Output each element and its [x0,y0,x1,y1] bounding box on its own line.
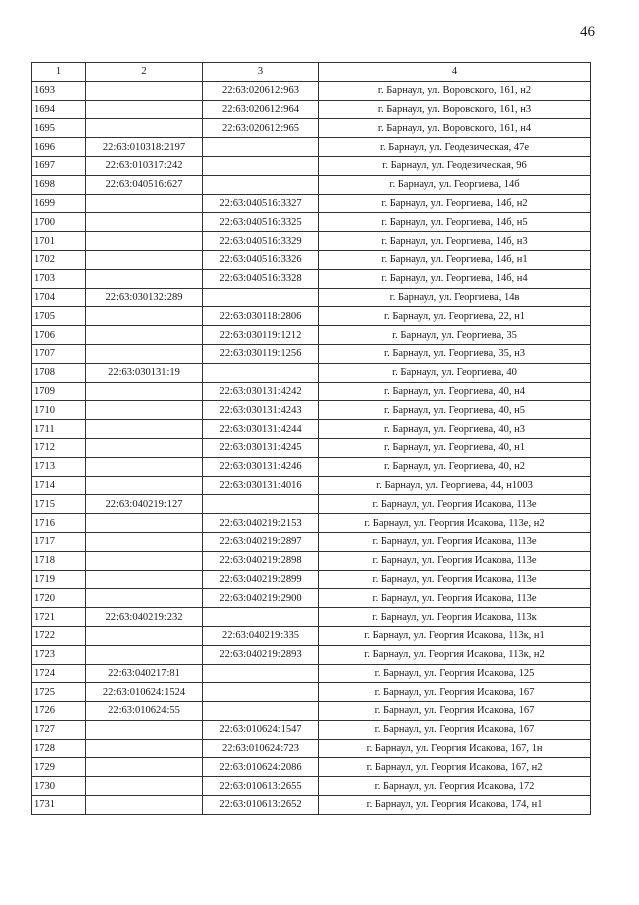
table-row [32,213,591,232]
address-cell: г. Барнаул, ул. Георгиева, 40, н4 [319,382,591,401]
table-row [32,495,591,514]
table-row [32,702,591,721]
cadastral-number-cell [86,626,203,645]
address-cell: г. Барнаул, ул. Георгия Исакова, 113к [319,608,591,627]
premises-cadastral-number-cell: 22:63:010624:2086 [203,758,319,777]
address-cell: г. Барнаул, ул. Георгия Исакова, 174, н1 [319,796,591,815]
table-row [32,608,591,627]
premises-cadastral-number-cell: 22:63:020612:963 [203,81,319,100]
premises-cadastral-number-cell: 22:63:020612:965 [203,119,319,138]
row-number-cell: 1702 [32,250,86,269]
address-cell: г. Барнаул, ул. Воровского, 161, н3 [319,100,591,119]
table-row [32,626,591,645]
row-number-cell: 1697 [32,156,86,175]
cadastral-number-cell: 22:63:030131:19 [86,363,203,382]
header-row [32,63,591,82]
row-number-cell: 1724 [32,664,86,683]
premises-cadastral-number-cell [203,608,319,627]
table-row [32,796,591,815]
cadastral-number-cell [86,570,203,589]
premises-cadastral-number-cell: 22:63:020612:964 [203,100,319,119]
table-row [32,344,591,363]
row-number-cell: 1699 [32,194,86,213]
address-cell: г. Барнаул, ул. Георгиева, 14б, н1 [319,250,591,269]
premises-cadastral-number-cell: 22:63:040516:3327 [203,194,319,213]
address-cell: г. Барнаул, ул. Георгия Исакова, 113к, н2 [319,645,591,664]
cadastral-number-cell [86,213,203,232]
address-cell: г. Барнаул, ул. Георгия Исакова, 167 [319,683,591,702]
row-number-cell: 1712 [32,438,86,457]
table-row [32,664,591,683]
cadastral-number-cell: 22:63:030132:289 [86,288,203,307]
table-row [32,777,591,796]
row-number-cell: 1718 [32,551,86,570]
cadastral-number-cell [86,119,203,138]
table-row [32,250,591,269]
row-number-cell: 1695 [32,119,86,138]
table-row [32,326,591,345]
row-number-cell: 1711 [32,420,86,439]
address-cell: г. Барнаул, ул. Воровского, 161, н4 [319,119,591,138]
cadastral-number-cell: 22:63:040219:127 [86,495,203,514]
cadastral-number-cell [86,194,203,213]
address-cell: г. Барнаул, ул. Георгия Исакова, 167 [319,702,591,721]
address-cell: г. Барнаул, ул. Георгия Исакова, 167, 1н [319,739,591,758]
address-cell: г. Барнаул, ул. Георгия Исакова, 113е [319,570,591,589]
cadastral-number-cell: 22:63:010317:242 [86,156,203,175]
address-cell: г. Барнаул, ул. Георгиева, 44, н1003 [319,476,591,495]
cadastral-number-cell [86,514,203,533]
row-number-cell: 1730 [32,777,86,796]
address-cell: г. Барнаул, ул. Георгия Исакова, 113к, н1 [319,626,591,645]
table-row [32,401,591,420]
row-number-cell: 1701 [32,232,86,251]
premises-cadastral-number-cell: 22:63:030119:1256 [203,344,319,363]
address-cell: г. Барнаул, ул. Георгия Исакова, 113е [319,589,591,608]
table-row [32,232,591,251]
premises-cadastral-number-cell: 22:63:030118:2806 [203,307,319,326]
address-cell: г. Барнаул, ул. Георгиева, 14б, н5 [319,213,591,232]
registry-table [31,62,591,815]
row-number-cell: 1705 [32,307,86,326]
premises-cadastral-number-cell: 22:63:030131:4245 [203,438,319,457]
premises-cadastral-number-cell: 22:63:040516:3325 [203,213,319,232]
column-header-4: 4 [319,63,591,82]
premises-cadastral-number-cell: 22:63:040219:335 [203,626,319,645]
address-cell: г. Барнаул, ул. Георгия Исакова, 125 [319,664,591,683]
address-cell: г. Барнаул, ул. Георгиева, 40, н5 [319,401,591,420]
premises-cadastral-number-cell [203,138,319,157]
column-header-1: 1 [32,63,86,82]
column-header-2: 2 [86,63,203,82]
cadastral-number-cell [86,420,203,439]
address-cell: г. Барнаул, ул. Геодезическая, 47е [319,138,591,157]
table-row [32,100,591,119]
row-number-cell: 1715 [32,495,86,514]
premises-cadastral-number-cell: 22:63:010624:723 [203,739,319,758]
premises-cadastral-number-cell: 22:63:040219:2897 [203,532,319,551]
table-row [32,570,591,589]
cadastral-number-cell [86,250,203,269]
table-row [32,589,591,608]
address-cell: г. Барнаул, ул. Георгиева, 40, н3 [319,420,591,439]
row-number-cell: 1731 [32,796,86,815]
cadastral-number-cell [86,401,203,420]
address-cell: г. Барнаул, ул. Георгия Исакова, 113е [319,495,591,514]
cadastral-number-cell: 22:63:040516:627 [86,175,203,194]
premises-cadastral-number-cell: 22:63:030131:4246 [203,457,319,476]
cadastral-number-cell [86,758,203,777]
table-row [32,739,591,758]
row-number-cell: 1720 [32,589,86,608]
table-row [32,683,591,702]
premises-cadastral-number-cell: 22:63:040516:3328 [203,269,319,288]
row-number-cell: 1696 [32,138,86,157]
premises-cadastral-number-cell: 22:63:040516:3326 [203,250,319,269]
premises-cadastral-number-cell [203,175,319,194]
cadastral-number-cell [86,739,203,758]
cadastral-number-cell [86,100,203,119]
row-number-cell: 1694 [32,100,86,119]
address-cell: г. Барнаул, ул. Георгиева, 22, н1 [319,307,591,326]
table-header [32,63,591,82]
row-number-cell: 1693 [32,81,86,100]
cadastral-number-cell [86,645,203,664]
column-header-3: 3 [203,63,319,82]
table-row [32,269,591,288]
cadastral-number-cell [86,796,203,815]
table-row [32,119,591,138]
cadastral-number-cell: 22:63:010624:55 [86,702,203,721]
row-number-cell: 1713 [32,457,86,476]
row-number-cell: 1707 [32,344,86,363]
premises-cadastral-number-cell: 22:63:040219:2899 [203,570,319,589]
row-number-cell: 1716 [32,514,86,533]
premises-cadastral-number-cell [203,288,319,307]
row-number-cell: 1709 [32,382,86,401]
address-cell: г. Барнаул, ул. Георгиева, 14б, н4 [319,269,591,288]
premises-cadastral-number-cell: 22:63:040219:2900 [203,589,319,608]
address-cell: г. Барнаул, ул. Георгия Исакова, 113е [319,532,591,551]
address-cell: г. Барнаул, ул. Георгия Исакова, 167, н2 [319,758,591,777]
table-row [32,645,591,664]
address-cell: г. Барнаул, ул. Геодезическая, 96 [319,156,591,175]
premises-cadastral-number-cell: 22:63:030131:4243 [203,401,319,420]
row-number-cell: 1726 [32,702,86,721]
cadastral-number-cell: 22:63:040217:81 [86,664,203,683]
row-number-cell: 1723 [32,645,86,664]
address-cell: г. Барнаул, ул. Георгиева, 35 [319,326,591,345]
table-row [32,514,591,533]
premises-cadastral-number-cell: 22:63:040219:2898 [203,551,319,570]
table-row [32,363,591,382]
table-row [32,81,591,100]
address-cell: г. Барнаул, ул. Георгиева, 40, н2 [319,457,591,476]
table-row [32,720,591,739]
address-cell: г. Барнаул, ул. Георгия Исакова, 113е, н2 [319,514,591,533]
row-number-cell: 1704 [32,288,86,307]
table-row [32,138,591,157]
address-cell: г. Барнаул, ул. Георгиева, 14б, н2 [319,194,591,213]
address-cell: г. Барнаул, ул. Георгиева, 40 [319,363,591,382]
row-number-cell: 1700 [32,213,86,232]
row-number-cell: 1722 [32,626,86,645]
table-row [32,288,591,307]
row-number-cell: 1727 [32,720,86,739]
premises-cadastral-number-cell: 22:63:040516:3329 [203,232,319,251]
cadastral-number-cell [86,438,203,457]
premises-cadastral-number-cell [203,683,319,702]
premises-cadastral-number-cell: 22:63:030131:4016 [203,476,319,495]
premises-cadastral-number-cell: 22:63:030131:4244 [203,420,319,439]
premises-cadastral-number-cell [203,664,319,683]
address-cell: г. Барнаул, ул. Воровского, 161, н2 [319,81,591,100]
row-number-cell: 1725 [32,683,86,702]
address-cell: г. Барнаул, ул. Георгиева, 14б [319,175,591,194]
cadastral-number-cell [86,589,203,608]
address-cell: г. Барнаул, ул. Георгиева, 14в [319,288,591,307]
cadastral-number-cell: 22:63:010624:1524 [86,683,203,702]
premises-cadastral-number-cell: 22:63:010624:1547 [203,720,319,739]
address-cell: г. Барнаул, ул. Георгиева, 40, н1 [319,438,591,457]
table-row [32,420,591,439]
premises-cadastral-number-cell: 22:63:040219:2153 [203,514,319,533]
premises-cadastral-number-cell [203,495,319,514]
address-cell: г. Барнаул, ул. Георгия Исакова, 113е [319,551,591,570]
cadastral-number-cell [86,476,203,495]
row-number-cell: 1728 [32,739,86,758]
table-row [32,532,591,551]
row-number-cell: 1729 [32,758,86,777]
row-number-cell: 1721 [32,608,86,627]
cadastral-number-cell [86,326,203,345]
table-row [32,476,591,495]
table-row [32,156,591,175]
row-number-cell: 1717 [32,532,86,551]
premises-cadastral-number-cell [203,363,319,382]
cadastral-number-cell [86,344,203,363]
cadastral-number-cell [86,777,203,796]
table-row [32,194,591,213]
page-number: 46 [580,24,595,40]
premises-cadastral-number-cell: 22:63:010613:2655 [203,777,319,796]
cadastral-number-cell [86,307,203,326]
cadastral-number-cell [86,457,203,476]
address-cell: г. Барнаул, ул. Георгиева, 14б, н3 [319,232,591,251]
row-number-cell: 1719 [32,570,86,589]
cadastral-number-cell: 22:63:040219:232 [86,608,203,627]
cadastral-number-cell [86,720,203,739]
table-row [32,175,591,194]
table-row [32,758,591,777]
premises-cadastral-number-cell: 22:63:010613:2652 [203,796,319,815]
cadastral-number-cell [86,551,203,570]
cadastral-number-cell [86,269,203,288]
table-row [32,382,591,401]
table-row [32,457,591,476]
row-number-cell: 1714 [32,476,86,495]
address-cell: г. Барнаул, ул. Георгия Исакова, 172 [319,777,591,796]
cadastral-number-cell [86,232,203,251]
premises-cadastral-number-cell: 22:63:030131:4242 [203,382,319,401]
cadastral-number-cell [86,81,203,100]
row-number-cell: 1703 [32,269,86,288]
premises-cadastral-number-cell [203,156,319,175]
premises-cadastral-number-cell: 22:63:040219:2893 [203,645,319,664]
cadastral-number-cell [86,532,203,551]
row-number-cell: 1710 [32,401,86,420]
premises-cadastral-number-cell: 22:63:030119:1212 [203,326,319,345]
cadastral-number-cell: 22:63:010318:2197 [86,138,203,157]
row-number-cell: 1706 [32,326,86,345]
row-number-cell: 1698 [32,175,86,194]
table-body [32,81,591,814]
row-number-cell: 1708 [32,363,86,382]
table-row [32,438,591,457]
address-cell: г. Барнаул, ул. Георгиева, 35, н3 [319,344,591,363]
cadastral-number-cell [86,382,203,401]
table-row [32,551,591,570]
address-cell: г. Барнаул, ул. Георгия Исакова, 167 [319,720,591,739]
premises-cadastral-number-cell [203,702,319,721]
table-row [32,307,591,326]
